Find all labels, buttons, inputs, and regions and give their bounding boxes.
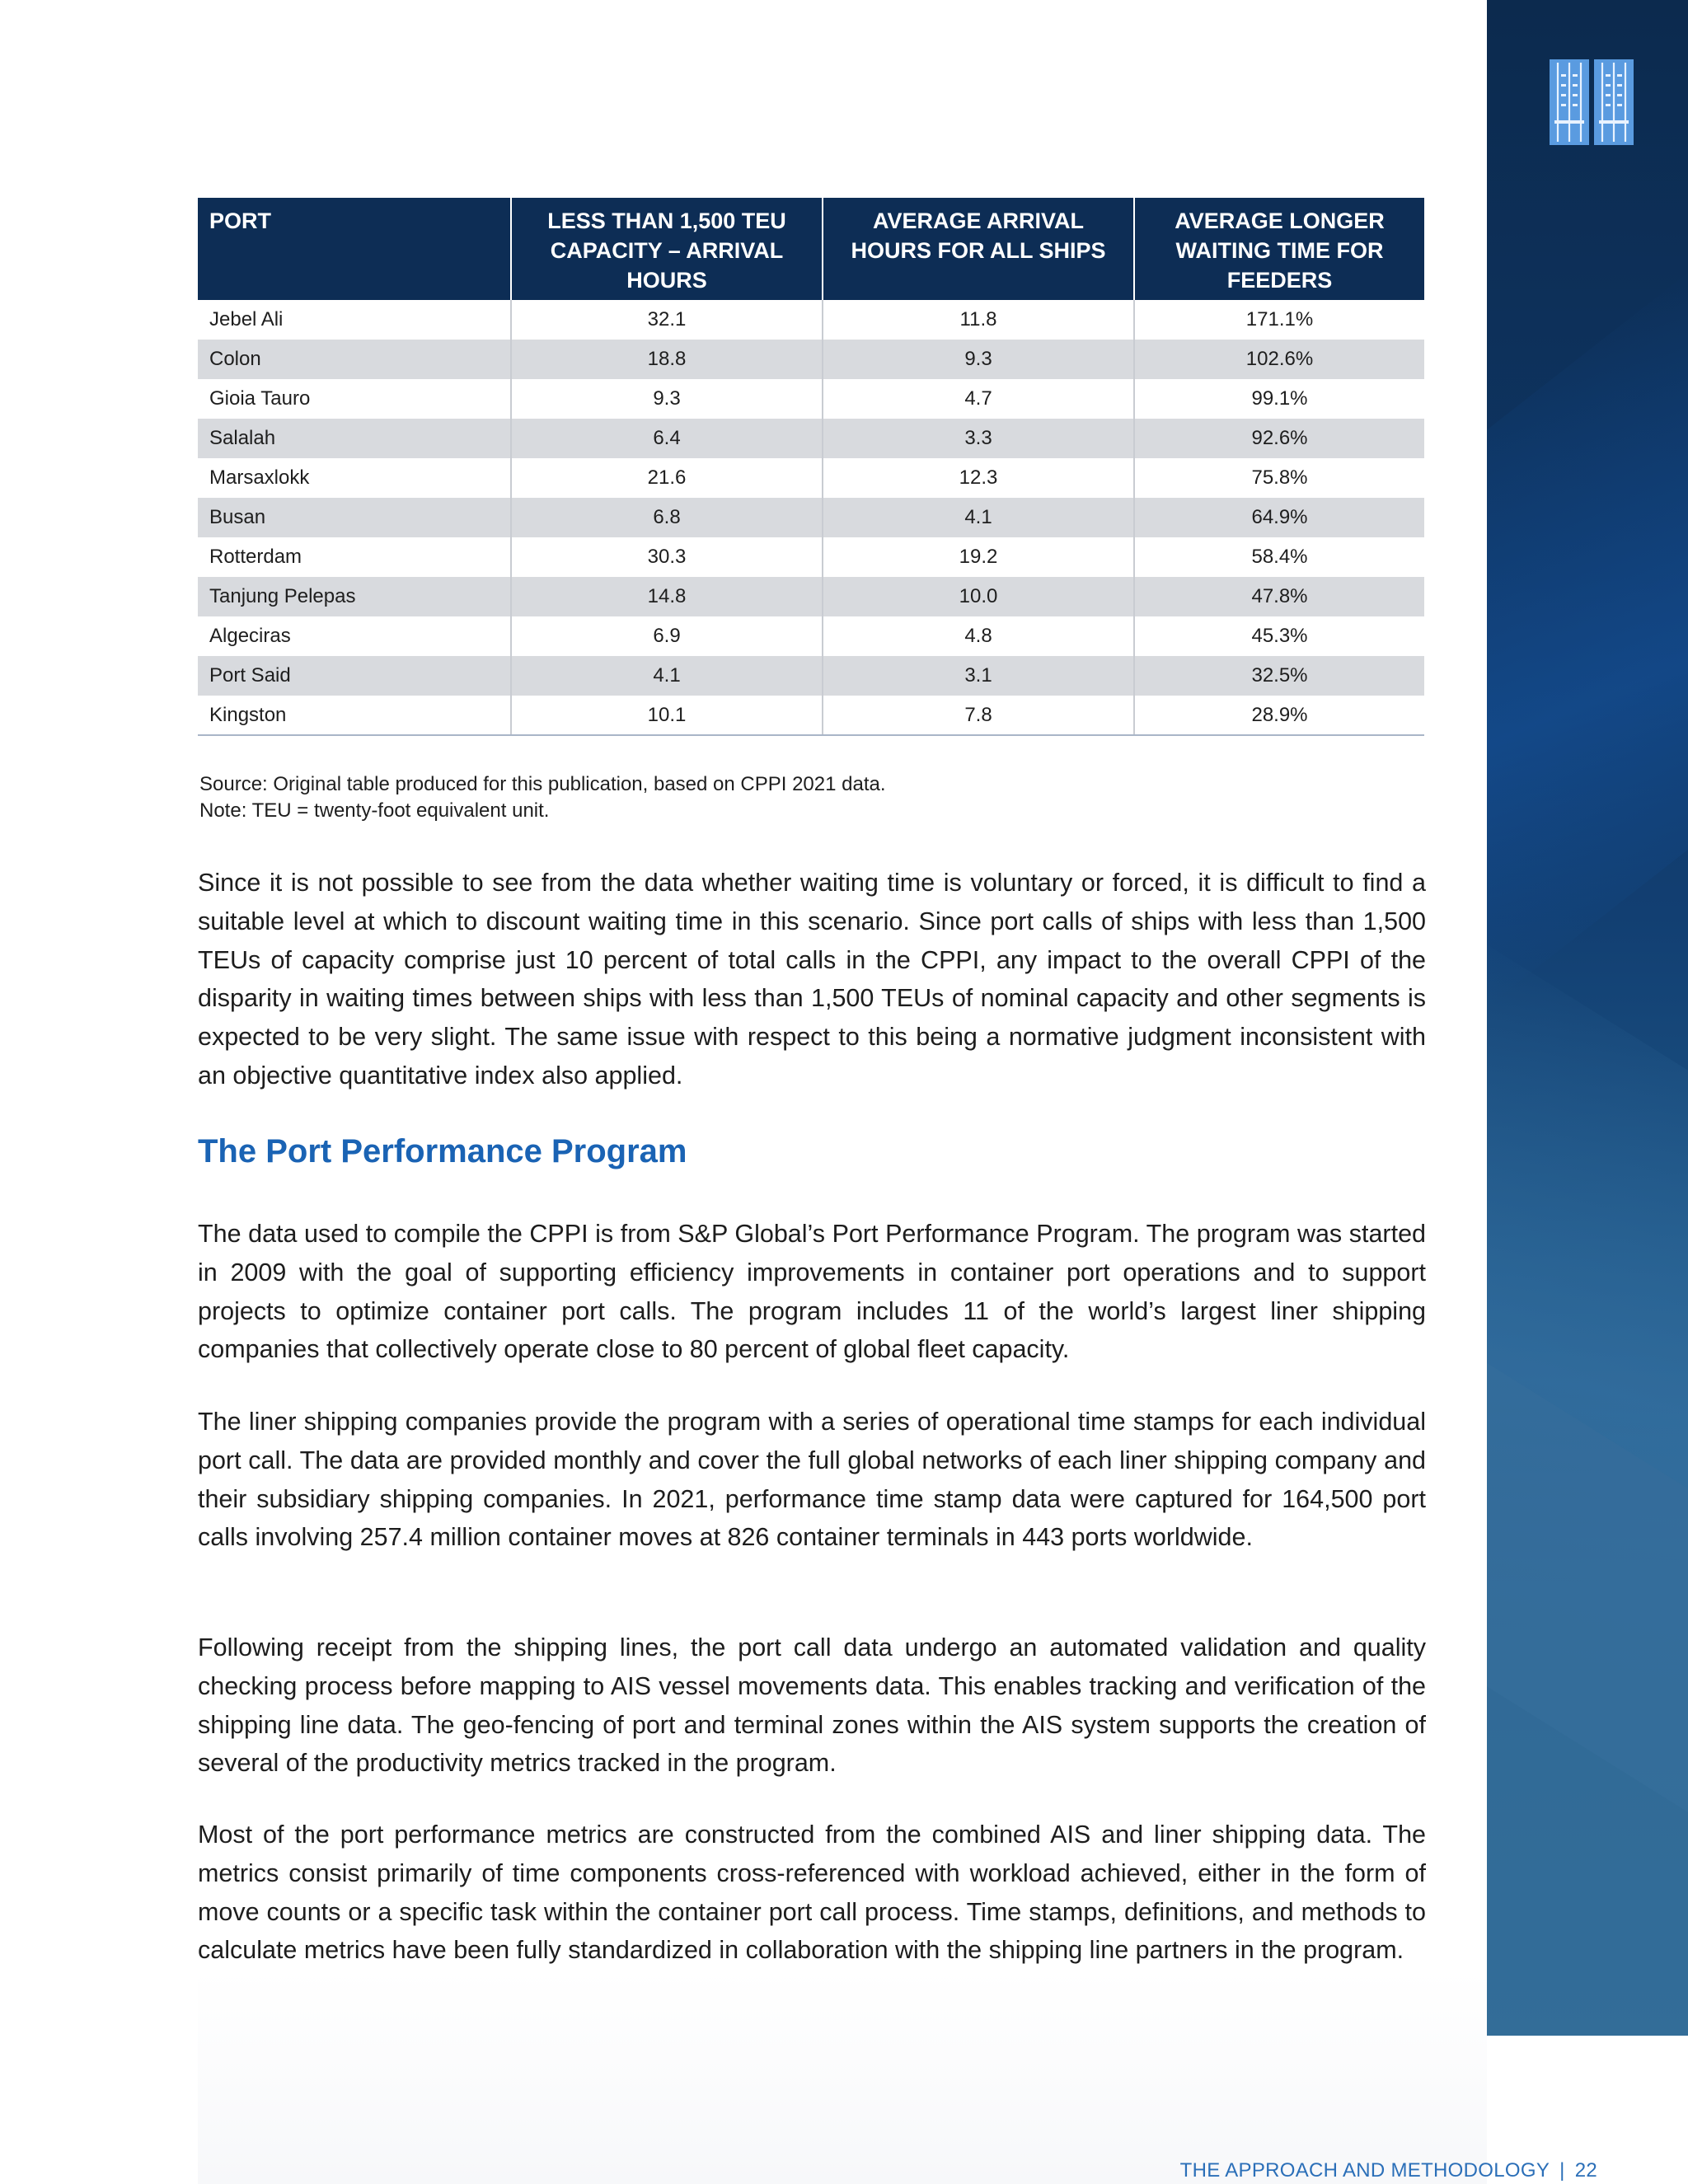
table-row <box>198 616 1424 656</box>
small-ship-hours: 6.8 <box>511 498 823 537</box>
waiting-percent: 102.6% <box>1134 340 1424 379</box>
port-name: Tanjung Pelepas <box>198 577 511 616</box>
waiting-percent: 92.6% <box>1134 419 1424 458</box>
table-header-row <box>198 198 1424 300</box>
port-name: Rotterdam <box>209 546 302 568</box>
port-name: Kingston <box>198 696 511 735</box>
waiting-percent: 28.9% <box>1134 696 1424 735</box>
small-ship-hours: 14.8 <box>511 577 823 616</box>
port-name: Busan <box>198 498 511 537</box>
decorative-side-band <box>1487 0 1688 2036</box>
waiting-percent: 171.1% <box>1134 300 1424 340</box>
footer-section-title: THE APPROACH AND METHODOLOGY <box>1179 2159 1550 2182</box>
table-row <box>198 696 1424 735</box>
paragraph-validation: Following receipt from the shipping lines, the port call data undergo an automated validation and quality checking process before mapping to AIS vessel movements data. This enables tracking and verification of the shipping line data. The geo-fencing of port and terminal zones within the AIS system supports the creation of several of the productivity metrics tracked in the program. <box>198 1633 1426 1778</box>
header-port: PORT <box>198 198 511 300</box>
section-heading: The Port Performance Program <box>198 1133 687 1169</box>
waiting-percent: 32.5% <box>1134 656 1424 696</box>
average-hours: 3.3 <box>823 419 1134 458</box>
average-hours: 4.7 <box>823 379 1134 419</box>
paragraph-time-stamps: The liner shipping companies provide the program with a series of operational time stamps for each individual port call. The data are provided monthly and cover the full global networks of each liner shipping company and their subsidiary shipping companies. In 2021, performance time stamp data were captured for 164,500 port calls involving 257.4 million container moves at 826 container terminals in 443 ports worldwide. <box>198 1408 1426 1552</box>
paragraph-program-intro: The data used to compile the CPPI is from S&P Global’s Port Performance Program. The program was started in 2009 with the goal of supporting efficiency improvements in container port operations and to support projects to optimize container port calls. The program includes 11 of the world’s largest liner shipping companies that collectively operate close to 80 percent of global fleet capacity. <box>198 1220 1426 1364</box>
port-name: Jebel Ali <box>209 308 284 330</box>
table-row <box>198 498 1424 537</box>
average-hours: 4.8 <box>823 616 1134 656</box>
small-ship-hours: 6.9 <box>511 616 823 656</box>
small-ship-hours: 18.8 <box>511 340 823 379</box>
waiting-percent: 47.8% <box>1134 577 1424 616</box>
page-number: 22 <box>1574 2159 1597 2182</box>
header-small-ship-arrival-hours: LESS THAN 1,500 TEU CAPACITY – ARRIVAL HOURS <box>511 198 823 300</box>
small-ship-hours: 30.3 <box>511 537 823 577</box>
table-row <box>198 340 1424 379</box>
waiting-percent: 75.8% <box>1134 458 1424 498</box>
table-row <box>198 300 1424 340</box>
waiting-percent: 45.3% <box>1134 616 1424 656</box>
table-row <box>198 577 1424 616</box>
port-name: Salalah <box>198 419 511 458</box>
table-teu-note: Note: TEU = twenty-foot equivalent unit. <box>199 799 550 822</box>
header-longer-waiting-time: AVERAGE LONGER WAITING TIME FOR FEEDERS <box>1134 198 1424 300</box>
waiting-percent: 99.1% <box>1134 379 1424 419</box>
average-hours: 10.0 <box>823 577 1134 616</box>
average-hours: 7.8 <box>823 696 1134 735</box>
header-average-arrival-hours: AVERAGE ARRIVAL HOURS FOR ALL SHIPS <box>823 198 1134 300</box>
small-ship-hours: 32.1 <box>511 300 823 340</box>
port-name: Algeciras <box>209 625 291 647</box>
paragraph-waiting-time: Since it is not possible to see from the data whether waiting time is voluntary or forced, it is difficult to find a suitable level at which to discount waiting time in this scenario. Since port calls of ships with less than 1,500 TEUs of capacity comprise just 10 percent of total calls in the CPPI, any impact to the overall CPPI of the disparity in waiting times between ships with less than 1,500 TEUs of nominal capacity and other segments is expected to be very slight. The same issue with respect to this being a normative judgment inconsistent with an objective quantitative index also applied. <box>198 869 1426 1090</box>
table-row <box>198 537 1424 577</box>
page-bottom-panel <box>198 1970 1487 2184</box>
paragraph-metrics: Most of the port performance metrics are constructed from the combined AIS and liner shipping data. The metrics consist primarily of time components cross-referenced with workload achieved, either in the form of move counts or a specific task within the container port call process. Time stamps, definitions, and methods to calculate metrics have been fully standardized in collaboration with the shipping line partners in the program. <box>198 1821 1426 1965</box>
average-hours: 9.3 <box>823 340 1134 379</box>
average-hours: 11.8 <box>823 300 1134 340</box>
port-name: Marsaxlokk <box>209 466 310 489</box>
table-row <box>198 458 1424 498</box>
port-name: Port Said <box>198 656 511 696</box>
waiting-percent: 64.9% <box>1134 498 1424 537</box>
small-ship-hours: 10.1 <box>511 696 823 735</box>
port-name: Colon <box>198 340 511 379</box>
average-hours: 4.1 <box>823 498 1134 537</box>
container-logo-icon <box>1550 59 1634 145</box>
small-ship-hours: 9.3 <box>511 379 823 419</box>
waiting-percent: 58.4% <box>1134 537 1424 577</box>
table-row <box>198 656 1424 696</box>
footer-separator: | <box>1559 2159 1565 2182</box>
average-hours: 12.3 <box>823 458 1134 498</box>
table-row <box>198 419 1424 458</box>
table-source-note: Source: Original table produced for this publication, based on CPPI 2021 data. <box>199 773 886 795</box>
small-ship-hours: 4.1 <box>511 656 823 696</box>
page-footer <box>1180 2159 1597 2184</box>
small-ship-hours: 6.4 <box>511 419 823 458</box>
average-hours: 19.2 <box>823 537 1134 577</box>
average-hours: 3.1 <box>823 656 1134 696</box>
port-name: Gioia Tauro <box>209 387 311 410</box>
small-ship-hours: 21.6 <box>511 458 823 498</box>
port-waiting-time-table <box>198 198 1424 736</box>
table-row <box>198 379 1424 419</box>
